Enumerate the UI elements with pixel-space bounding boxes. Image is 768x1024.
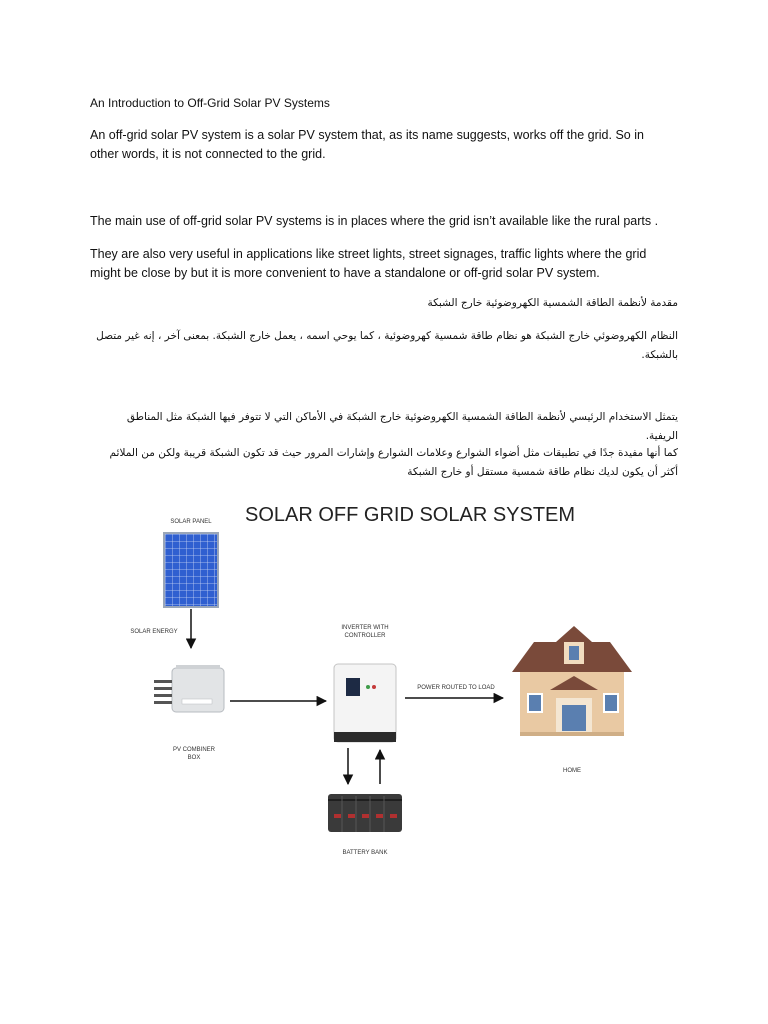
paragraph-applications: They are also very useful in applications like street lights, street signages, traffic lights where the grid might be close by but it is more convenient to have a standalone or off-grid solar PV system. [90, 247, 647, 280]
label-pv-combiner-line2: BOX [187, 755, 201, 761]
solar-system-diagram [110, 500, 670, 870]
label-solar-energy: SOLAR ENERGY [130, 629, 178, 635]
label-battery-bank: BATTERY BANK [342, 850, 388, 856]
diagram-artwork [110, 500, 670, 870]
house-icon [512, 626, 632, 736]
arabic-paragraph-applications: كما أنها مفيدة جدًا في تطبيقات مثل أضواء الشوارع وعلامات الشوارع وإشارات المرور حيث قد تكون الشبكة قريبة ولكن من الملائم أكثر أن يكون لديك نظام طاقة شمسية مستقل أو خارج الشبكة [109, 447, 678, 478]
paragraph-main-use: The main use of off-grid solar PV systems is in places where the grid isn’t available like the rural parts . [90, 214, 659, 228]
arabic-title: مقدمة لأنظمة الطاقة الشمسية الكهروضوئية خارج الشبكة [427, 297, 678, 309]
label-inverter [322, 624, 408, 640]
label-home: HOME [563, 768, 581, 774]
label-inverter-line1: INVERTER WITH [341, 625, 389, 631]
battery-bank-icon [328, 794, 402, 832]
label-pv-combiner [154, 746, 234, 762]
label-pv-combiner-line1: PV COMBINER [172, 747, 215, 753]
document-title: An Introduction to Off-Grid Solar PV Systems [90, 96, 330, 110]
arabic-paragraph-definition: النظام الكهروضوئي خارج الشبكة هو نظام طاقة شمسية كهروضوئية ، كما يوحي اسمه ، يعمل خارج الشبكة. بمعنى آخر ، إنه غير متصل بالشبكة. [96, 330, 678, 361]
diagram-title: SOLAR OFF GRID SOLAR SYSTEM [245, 504, 576, 526]
label-power-routed: POWER ROUTED TO LOAD [417, 685, 495, 691]
arabic-paragraph-main-use: يتمثل الاستخدام الرئيسي لأنظمة الطاقة الشمسية الكهروضوئية خارج الشبكة في الأماكن التي لا تتوفر فيها الشبكة مثل المناطق الريفية. [126, 411, 678, 442]
paragraph-definition: An off-grid solar PV system is a solar PV system that, as its name suggests, works off the grid. So in other words, it is not connected to the grid. [90, 128, 644, 161]
combiner-box-icon [154, 665, 224, 712]
label-inverter-line2: CONTROLLER [344, 633, 386, 639]
solar-panel-icon [164, 533, 218, 607]
inverter-icon [334, 664, 396, 742]
label-solar-panel: SOLAR PANEL [170, 519, 212, 525]
